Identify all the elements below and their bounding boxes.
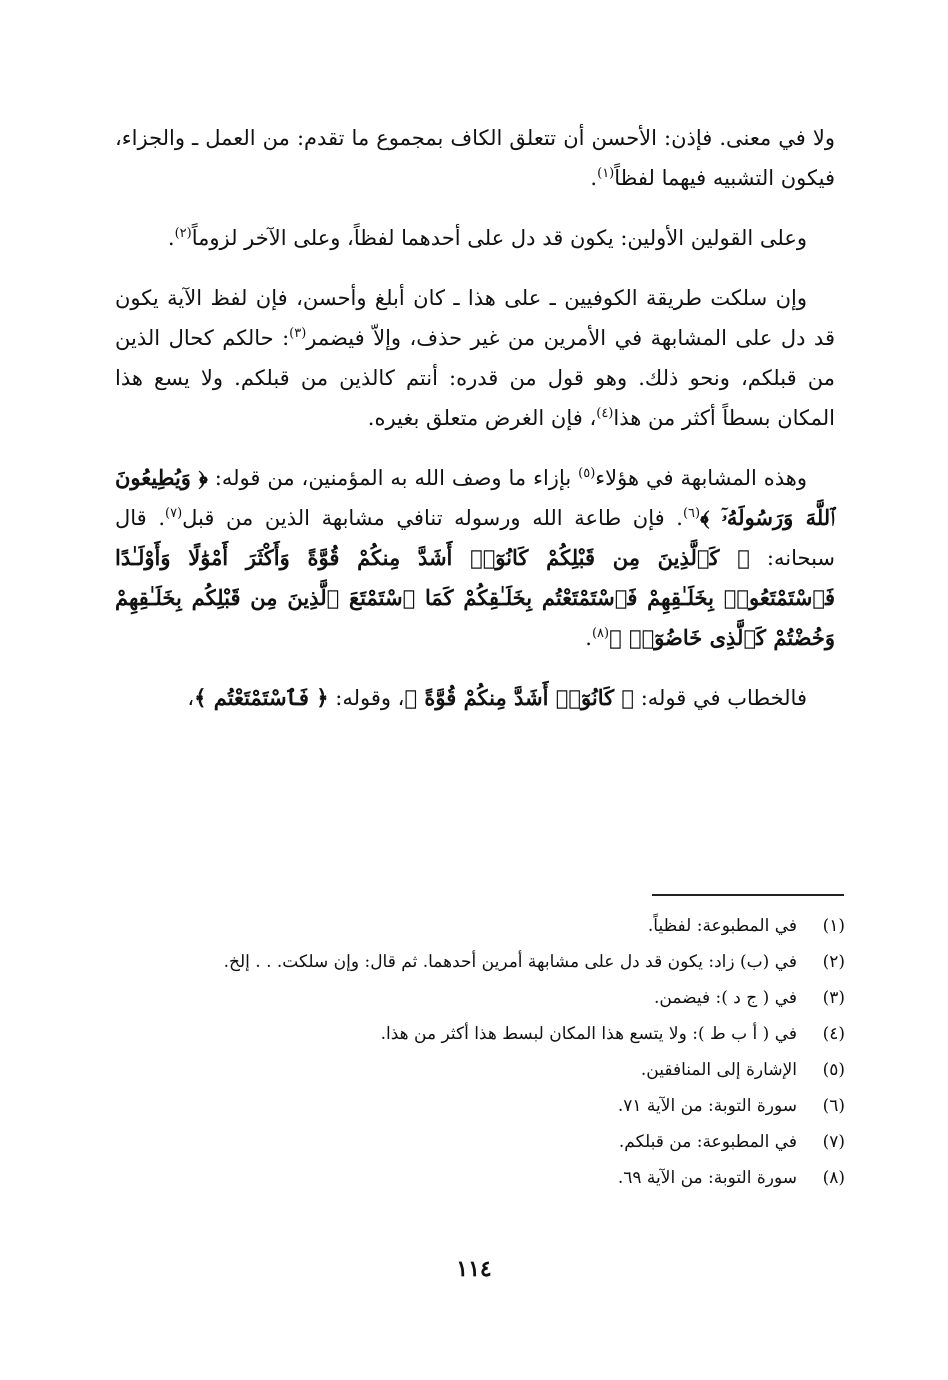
footnote (115, 1088, 845, 1124)
paragraph-text: . (585, 626, 592, 650)
footnote-ref-5[interactable]: (٥) (578, 466, 596, 481)
paragraph-text: ، فإن الغرض متعلق بغيره. (367, 406, 597, 430)
footnote-ref-1[interactable]: (١) (597, 166, 615, 181)
paragraph-text: بإزاء ما وصف الله به المؤمنين، من قوله: (214, 466, 579, 490)
footnote-number: (٤) (822, 1024, 845, 1044)
footnote-text: سورة التوبة: من الآية ٧١. (617, 1096, 797, 1116)
footnote-ref-6[interactable]: (٦) (682, 506, 701, 521)
paragraph-text: وإن سلكت طريقة الكوفيين ـ على هذا ـ كان أبلغ وأحسن، فإن لفظ الآية يكون قد دل على المشابهة في الأمرين من غير حذف، وإلاّ فيضمر (115, 286, 835, 350)
footnote-number: (٧) (822, 1132, 845, 1152)
footnote-text: في (ب) زاد: يكون قد دل على مشابهة أمرين أحدهما. ثم قال: وإن سلكت. . . إلخ. (223, 952, 797, 972)
paragraph-2 (115, 218, 835, 258)
footnote-divider (652, 894, 844, 896)
footnote (115, 1124, 845, 1160)
footnote-ref-3[interactable]: (٣) (289, 326, 307, 341)
footnote (115, 980, 845, 1016)
footnote (115, 1016, 845, 1052)
footnote-ref-7[interactable]: (٧) (165, 506, 183, 521)
footnote-number: (٨) (822, 1168, 845, 1188)
footnote (115, 1160, 845, 1196)
paragraph-text: وهذه المشابهة في هؤلاء (595, 466, 807, 490)
quran-verse: ﴿ وَيُطِيعُونَ ٱللَّهَ وَرَسُولَهُۥٓ ﴾ (115, 465, 835, 530)
footnote-text: في ( ج د ): فيضمن. (653, 988, 797, 1008)
paragraph-text: فالخطاب في قوله: (634, 686, 807, 710)
footnote-ref-8[interactable]: (٨) (591, 626, 610, 641)
footnote (115, 908, 845, 944)
footnote-number: (١) (822, 916, 845, 936)
paragraph-text: : حالكم كحال الذين من قبلكم، ونحو ذلك. وهو قول من قدره: أنتم كالذين من قبلكم. ولا يسع هذا المكان بسطاً أكثر من هذا (115, 326, 835, 430)
paragraph-text: وعلى القولين الأولين: يكون قد دل على أحدهما لفظاً، وعلى الآخر لزوماً (191, 226, 807, 250)
quran-verse: ﴿ فَٱسْتَمْتَعْتُم ﴾ (194, 685, 329, 710)
paragraph-text: . قال سبحانه: (115, 506, 836, 570)
paragraph-tail: . (167, 226, 175, 250)
quran-verse: ﴿ كَٱلَّذِينَ مِن قَبْلِكُمْ كَانُوٓا۟ أَشَدَّ مِنكُمْ قُوَّةً وَأَكْثَرَ أَمْوَٰلًا وَأَوْلَـٰدًا فَٱسْتَمْتَعُوا۟ بِخَلَـٰقِهِمْ فَٱسْتَمْتَعْتُم بِخَلَـٰقِكُمْ كَمَا ٱسْتَمْتَعَ ٱلَّذِينَ مِن قَبْلِكُم بِخَلَـٰقِهِمْ وَخُضْتُمْ كَٱلَّذِى خَاضُوٓا۟ ﴾ (115, 545, 835, 650)
paragraph-text: ، وقوله: (328, 686, 405, 710)
footnote-text: الإشارة إلى المنافقين. (640, 1060, 797, 1080)
footnote-number: (٢) (822, 952, 845, 972)
main-text (115, 118, 835, 738)
footnote-text: في المطبوعة: من قبلكم. (618, 1132, 797, 1152)
footnote-number: (٥) (822, 1060, 845, 1080)
paragraph-text: . فإن طاعة الله ورسوله تنافي مشابهة الذين من قبل (182, 506, 683, 530)
paragraph-1 (115, 118, 835, 198)
footnote-text: في المطبوعة: لفظياً. (647, 916, 797, 936)
footnote (115, 1052, 845, 1088)
paragraph-text: ولا في معنى. فإذن: الأحسن أن تتعلق الكاف بمجموع ما تقدم: من العمل ـ والجزاء، فيكون التشبيه فيهما لفظاً (115, 126, 835, 190)
footnote-text: سورة التوبة: من الآية ٦٩. (617, 1168, 797, 1188)
paragraph-tail: . (590, 166, 598, 190)
paragraph-4 (115, 458, 835, 658)
footnote (115, 944, 845, 980)
paragraph-3 (115, 278, 835, 438)
footnote-number: (٦) (822, 1096, 845, 1116)
footnote-ref-4[interactable]: (٤) (596, 406, 614, 421)
footnotes (115, 908, 845, 1196)
page-number: ١١٤ (456, 1256, 492, 1282)
footnote-ref-2[interactable]: (٢) (174, 226, 192, 241)
quran-verse: ﴿ كَانُوٓا۟ أَشَدَّ مِنكُمْ قُوَّةً ﴾ (404, 685, 635, 710)
paragraph-5 (115, 678, 835, 718)
footnote-text: في ( أ ب ط ): ولا يتسع هذا المكان لبسط هذا أكثر من هذا. (380, 1024, 797, 1044)
paragraph-text: ، (187, 686, 195, 710)
footnote-number: (٣) (822, 988, 845, 1008)
